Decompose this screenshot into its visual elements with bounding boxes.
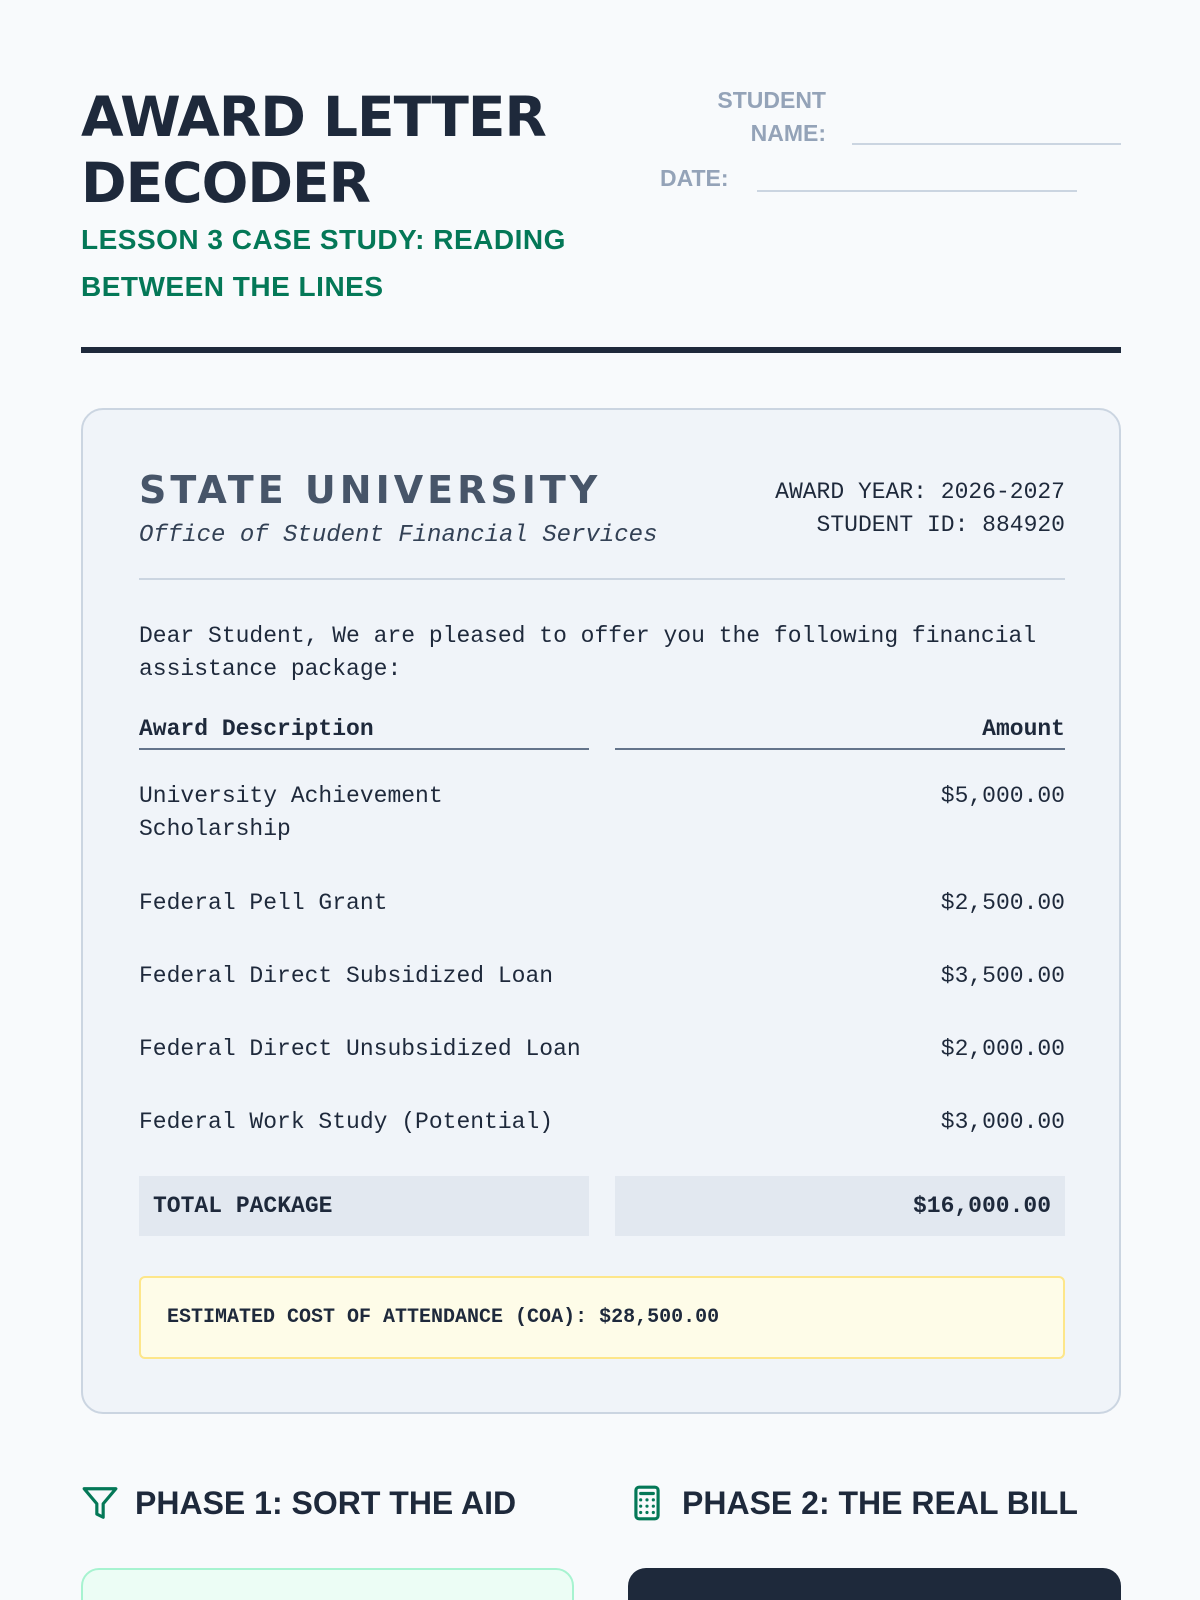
award-amount: $2,000.00 (940, 1036, 1065, 1062)
letter-divider (139, 578, 1065, 580)
student-id: STUDENT ID: 884920 (816, 512, 1065, 538)
phase-2-title: PHASE 2: THE REAL BILL (682, 1484, 1078, 1521)
student-name-label-line-1: STUDENT (717, 87, 826, 113)
header-divider (81, 347, 1121, 353)
award-amount: $3,000.00 (940, 1109, 1065, 1135)
award-amount: $5,000.00 (940, 783, 1065, 809)
total-package-amount: $16,000.00 (615, 1176, 1065, 1236)
award-description: Federal Direct Subsidized Loan (139, 963, 554, 989)
award-description: University Achievement Scholarship (139, 783, 443, 842)
cost-of-attendance-callout: ESTIMATED COST OF ATTENDANCE (COA): $28,500.00 (139, 1276, 1065, 1359)
column-header-amount: Amount (615, 714, 1065, 750)
letter-intro: Dear Student, We are pleased to offer you the following financial assistance package: (139, 623, 1037, 682)
phase-1-panel (81, 1568, 574, 1600)
worksheet-header (81, 84, 1121, 310)
total-package-label: TOTAL PACKAGE (139, 1176, 589, 1236)
page-title (81, 84, 641, 216)
student-name-label-line-2: NAME: (750, 120, 826, 146)
calculator-icon (628, 1484, 666, 1522)
award-description: Federal Pell Grant (139, 890, 388, 916)
award-description: Federal Work Study (Potential) (139, 1109, 554, 1135)
lesson-subtitle: LESSON 3 CASE STUDY: READING BETWEEN THE LINES (81, 224, 566, 302)
phase-2-panel (628, 1568, 1121, 1600)
award-letter-card (81, 408, 1121, 1414)
phase-1-title: PHASE 1: SORT THE AID (135, 1484, 517, 1521)
phase-2-heading (628, 1484, 1078, 1522)
phase-1-heading (81, 1484, 516, 1522)
date-field[interactable] (757, 190, 1077, 192)
filter-icon (81, 1484, 119, 1522)
award-amount: $3,500.00 (940, 963, 1065, 989)
award-meta (775, 476, 1065, 542)
office-name: Office of Student Financial Services (139, 522, 658, 549)
column-header-description: Award Description (139, 714, 589, 750)
university-name: STATE UNIVERSITY (139, 468, 602, 512)
award-description: Federal Direct Unsubsidized Loan (139, 1036, 581, 1062)
title-line-1: AWARD LETTER (81, 85, 546, 149)
award-amount: $2,500.00 (940, 890, 1065, 916)
award-year: AWARD YEAR: 2026-2027 (775, 479, 1065, 505)
title-line-2: DECODER (81, 151, 370, 215)
student-name-field[interactable] (852, 143, 1121, 145)
student-name-label (714, 84, 826, 150)
date-label: DATE: (660, 165, 729, 191)
